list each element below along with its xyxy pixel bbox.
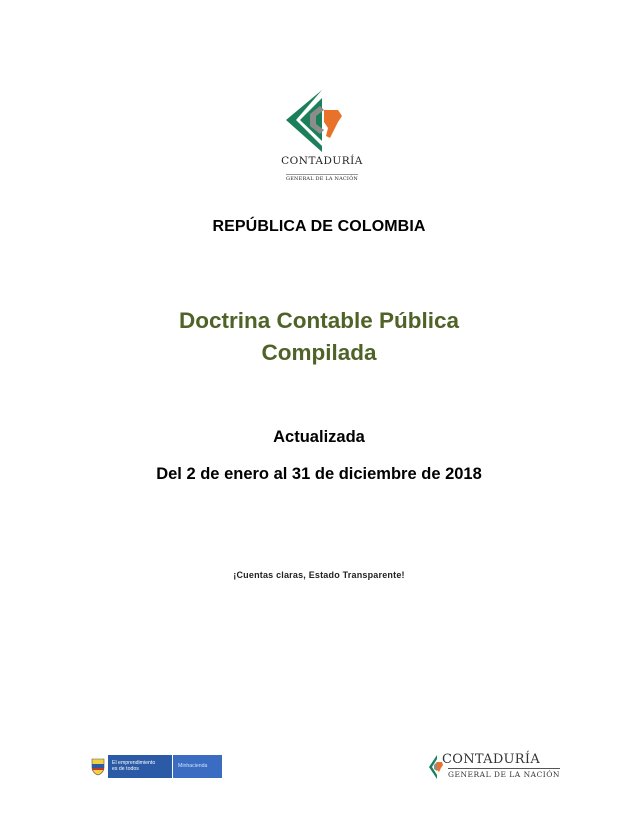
- document-title-line1: Doctrina Contable Pública: [178, 308, 460, 333]
- emprendimiento-line1: El emprendimiento: [112, 760, 156, 766]
- contaduria-logo-text: [272, 155, 372, 185]
- slogan-text: ¡Cuentas claras, Estado Transparente!: [233, 570, 405, 580]
- country-heading: REPÚBLICA DE COLOMBIA: [212, 218, 426, 235]
- colombia-shield-icon: [88, 755, 108, 778]
- period-text: Del 2 de enero al 31 de diciembre de 2018: [156, 465, 482, 483]
- updated-label: Actualizada: [273, 428, 365, 446]
- minhacienda-banner: [88, 755, 222, 778]
- ministry-name: Minhacienda: [178, 763, 208, 769]
- footer-logo-line1: CONTADURÍA: [442, 752, 541, 767]
- ministry-block: [173, 755, 222, 778]
- emprendimiento-block: [108, 755, 172, 778]
- emprendimiento-line2: es de todos: [112, 766, 139, 772]
- logo-name-line1: CONTADURÍA: [281, 155, 363, 167]
- footer-logo-line2: GENERAL DE LA NACIÓN: [448, 770, 560, 779]
- document-title-line2: Compilada: [261, 340, 377, 365]
- banner-divider: [172, 755, 173, 778]
- logo-name-line2: GENERAL DE LA NACIÓN: [286, 176, 358, 182]
